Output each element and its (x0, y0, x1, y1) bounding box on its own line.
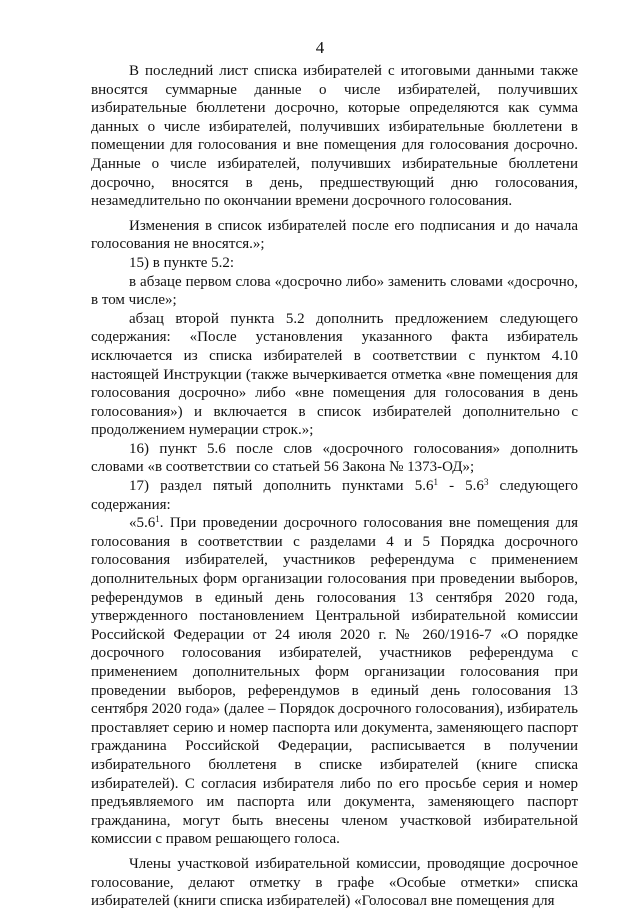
document-body (91, 62, 578, 911)
item-17-superscript-second: 3 (483, 477, 489, 488)
paragraph-commission-members: Члены участковой избирательной комиссии, проводящие досрочное голосование, делают отметку в графе «Особые отметки» списка избирателей (книги списка избирателей) «Голосовал вне помещения для (91, 855, 578, 910)
point-5-6-1-text: . При проведении досрочного голосования вне помещения для голосования в соответствии с разделами 4 и 5 Порядка досрочного голосования избирателей, участников референдума с применением дополнительных форм организации голосования при проведении выборов, референдумов в единый день голосования 13 сентября 2020 года, утвержденного постановлением Центральной избирательной комиссии Российской Федерации от 24 июля 2020 г. № 260/1916-7 «О порядке досрочного голосования избирателей, участников референдума с применением дополнительных форм организации голосования при проведении выборов, референдумов в единый день голосования 13 сентября 2020 года» (далее – Порядок досрочного голосования), избиратель проставляет серию и номер паспорта или документа, заменяющего паспорт гражданина Российской Федерации, расписывается в получении избирательного бюллетеня в списке избирателей (книге списка избирателей). С согласия избирателя либо по его просьбе серия и номер предъявляемого им паспорта или документа, заменяющего паспорт гражданина, могут быть внесены членом участковой избирательной комиссии с правом решающего голоса. (91, 515, 578, 848)
paragraph-item-16: 16) пункт 5.6 после слов «досрочного голосования» дополнить словами «в соответствии со статьей 56 Закона № 1373-ОД»; (91, 440, 578, 476)
item-17-text-start: 17) раздел пятый дополнить пунктами 5.6 (129, 478, 434, 495)
paragraph-item-17 (91, 477, 578, 514)
point-5-6-1-superscript: 1 (155, 514, 160, 525)
paragraph-final-list-sheet: В последний лист списка избирателей с итоговыми данными также вносятся суммарные данные о числе избирателей, получивших избирательные бюллетени досрочно, которые определяются как сумма данных о числе избирателей, получивших избирательные бюллетени в помещении для голосования и вне помещения для голосования досрочно. Данные о числе избирателей, получивших избирательные бюллетени досрочно, вносятся в день, предшествующий дню голосования, незамедлительно по окончании времени досрочного голосования. (91, 63, 578, 210)
page-number: 4 (315, 38, 325, 57)
paragraph-list-changes: Изменения в список избирателей после его подписания и до начала голосования не вносятся.»; (91, 217, 578, 253)
paragraph-item-15: 15) в пункте 5.2: (129, 254, 235, 271)
item-17-text-middle: - 5.6 (437, 478, 484, 495)
point-5-6-1-number: «5.6 (129, 515, 156, 532)
item-17-text-end: следующего содержания: (91, 478, 578, 513)
paragraph-item-15-first-abzac: в абзаце первом слова «досрочно либо» заменить словами «досрочно, в том числе»; (91, 273, 578, 309)
item-17-superscript-first: 1 (433, 477, 438, 488)
paragraph-item-15-second-abzac: абзац второй пункта 5.2 дополнить предложением следующего содержания: «После установления указанного факта избиратель исключается из списка избирателей в соответствии с пунктом 4.10 настоящей Инструкции (также вычеркивается отметка «вне помещения для голосования досрочно» либо «вне помещения для голосования в день голосования») и включается в список избирателей дополнительно с продолжением нумерации строк.»; (91, 310, 578, 439)
paragraph-point-5-6-1 (91, 514, 578, 849)
